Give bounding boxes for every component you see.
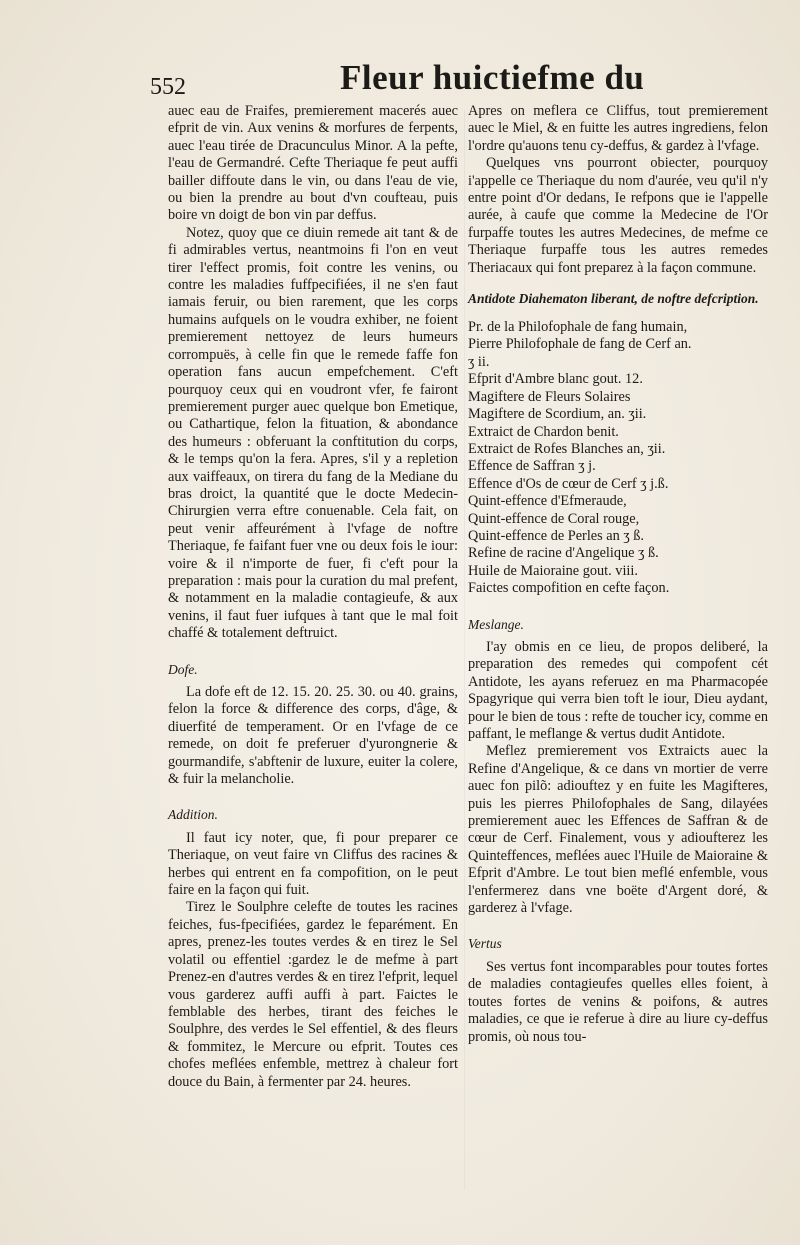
recipe-list [468,319,768,598]
page-header [150,52,790,102]
recipe-line: Quint-effence d'Efmeraude, [468,493,627,510]
running-title: Fleur huictiefme du [340,58,645,97]
paragraph: Quelques vns pourront obiecter, pourquoy i'appelle ce Theriaque du nom d'aurée, veu qu'il n'y entre point d'Or dedans, Ie refpons que ie l'appelle aurée, à caufe que comme la Medecine de l'Or furpaffe toutes les autres Medecines, de mefme ce Theriaque furpaffe tous les autres remedes Theriacaux qui font preparez à la façon commune. [468,155,768,276]
recipe-line: Faictes compofition en cefte façon. [468,580,670,597]
recipe-line: Efprit d'Ambre blanc gout. 12. [468,371,643,388]
paragraph: Apres on meflera ce Cliffus, tout premierement auec le Miel, & en fuitte les autres ingrediens, felon l'ordre qu'auons tenu cy-deffus, & gardez à l'vfage. [468,103,768,154]
recipe-line: Magiftere de Scordium, an. ʒii. [468,406,647,423]
column-gutter [464,110,465,1190]
paragraph: Ses vertus font incomparables pour toutes fortes de maladies contagieufes quelles elles foient, à toutes fortes de venins & poifons, & autres maladies, ce que ie referue à dire au liure cy-deffus promis, où nous tou- [468,958,768,1045]
recipe-line: Quint-effence de Coral rouge, [468,510,640,527]
section-heading-dose: Dofe. [168,661,198,677]
recipe-line: Pr. de la Philofophale de fang humain, [468,319,688,336]
recipe-line: ʒ ii. [468,353,490,370]
paragraph: Tirez le Soulphre celefte de toutes les racines feiches, fus-fpecifiées, gardez le feparément. En apres, prenez-les toutes verdes & en tirez le Sel volatil ou effentiel :gardez le de mefme à part Prenez-en d'autres verdes & en tirez l'efprit, lequel vous garderez auffi auffi à part. Faictes le femblable des herbes, tirant des feiches le Soulphre, des verdes le Sel effentiel, & des fleurs & fommitez, le Mercure ou efprit. Toutes ces chofes meflées enfemble, mettrez à chaleur fort douce du Bain, à fermenter par 24. heures. [168,899,458,1090]
paragraph: Meflez premierement vos Extraicts auec la Refine d'Angelique, & ce dans vn mortier de verre auec fon pilõ: adiouftez y en fuite les Magifteres, puis les pierres Philofophales de Sang, dilayées premierement auec les Effences de Saffran & de cœur de Cerf. Finalement, vous y adioufterez les Quinteffences, meflées auec l'Huile de Maioraine & Efprit d'Ambre. Le tout bien meflé enfemble, vous l'enfermerez dans vne boëte d'Argent doré, & garderez à l'vfage. [468,743,768,917]
recipe-line: Quint-effence de Perles an ʒ ß. [468,527,644,544]
section-heading-antidote: Antidote Diahematon liberant, de noftre defcription. [468,291,759,307]
left-column [168,103,458,1091]
paragraph: auec eau de Fraifes, premierement macerés auec efprit de vin. Aux venins & morfures de ferpents, auec l'eau tirée de Dracunculus Minor. A la pefte, l'eau de Germandré. Cefte Theriaque fe peut auffi bailler diffoute dans le vin, ou dans l'eau de vie, ou bien la prendre au bout d'vn coufteau, puis boire vn doigt de bon vin par deffus. [168,103,458,224]
paragraph: I'ay obmis en ce lieu, de propos deliberé, la preparation des remedes qui compofent cét Antidote, les ayans referuez en ma Pharmacopée Spagyrique qui verra bien toft le iour, Dieu aydant, pour le bien de tous : refte de toucher icy, comme en paffant, le meflange & vertus dudit Antidote. [468,638,768,742]
recipe-line: Extraict de Rofes Blanches an, ʒii. [468,440,666,457]
recipe-line: Effence d'Os de cœur de Cerf ʒ j.ß. [468,475,669,492]
page-number: 552 [150,74,186,100]
section-heading-meslange: Meslange. [468,616,524,632]
right-column [468,103,768,1046]
recipe-line: Refine de racine d'Angelique ʒ ß. [468,545,659,562]
recipe-line: Pierre Philofophale de fang de Cerf an. [468,336,692,353]
recipe-line: Effence de Saffran ʒ j. [468,458,596,475]
paragraph: Il faut icy noter, que, fi pour preparer ce Theriaque, on veut faire vn Cliffus des racines & herbes qui entrent en fa compofition, on le peut faire en la façon qui fuit. [168,829,458,899]
recipe-line: Huile de Maioraine gout. viii. [468,562,638,579]
recipe-line: Magiftere de Fleurs Solaires [468,388,631,405]
paragraph: Notez, quoy que ce diuin remede ait tant & de fi admirables vertus, neantmoins fi l'on en veut tirer l'effect promis, foit contre les venins, ou contre les maladies fuffpecifiées, il ne s'en faut iamais feruir, ou bien rarement, que les corps humains aufquels on le voudra exhiber, ne foient premierement nettoyez de leurs humeurs corrompuës, à celle fin que le remede faffe fon operation fans aucun empefchement. C'eft pourquoy ceux qui en voudront vfer, fe fairont premierement purger auec quelque bon Emetique, ou Cathartique, felon la fituation, & abondance des humeurs : obferuant la conftitution du corps, & le temps qu'on la fera. Apres, s'il y a repletion aux vaiffeaux, on tirera du fang de la Mediane du bras droict, la quantité que le docte Medecin-Chirurgien verra eftre conuenable. Cela fait, on peut venir affeurément à l'vfage de noftre Theriaque, fe faifant fuer vne ou deux fois le iour: voire & il n'importe de fuer, fi c'eft pour la preparation : mais pour la curation du mal prefent, & notamment en la maladie contagieufe, & aux venins, il faut fuer iufques à tant que le mal foit chaffé & totalement deftruict. [168,224,458,642]
section-heading-addition: Addition. [168,807,218,823]
recipe-line: Extraict de Chardon benit. [468,423,619,440]
paragraph: La dofe eft de 12. 15. 20. 25. 30. ou 40. grains, felon la force & difference des corps, d'âge, & diuerfité de temperament. Or en l'vfage de ce remede, on doit fe preferuer d'yurongnerie & gourmandife, s'abftenir de luxure, euiter la colere, & fuir la melancholie. [168,684,458,788]
section-heading-vertus: Vertus [468,936,502,952]
